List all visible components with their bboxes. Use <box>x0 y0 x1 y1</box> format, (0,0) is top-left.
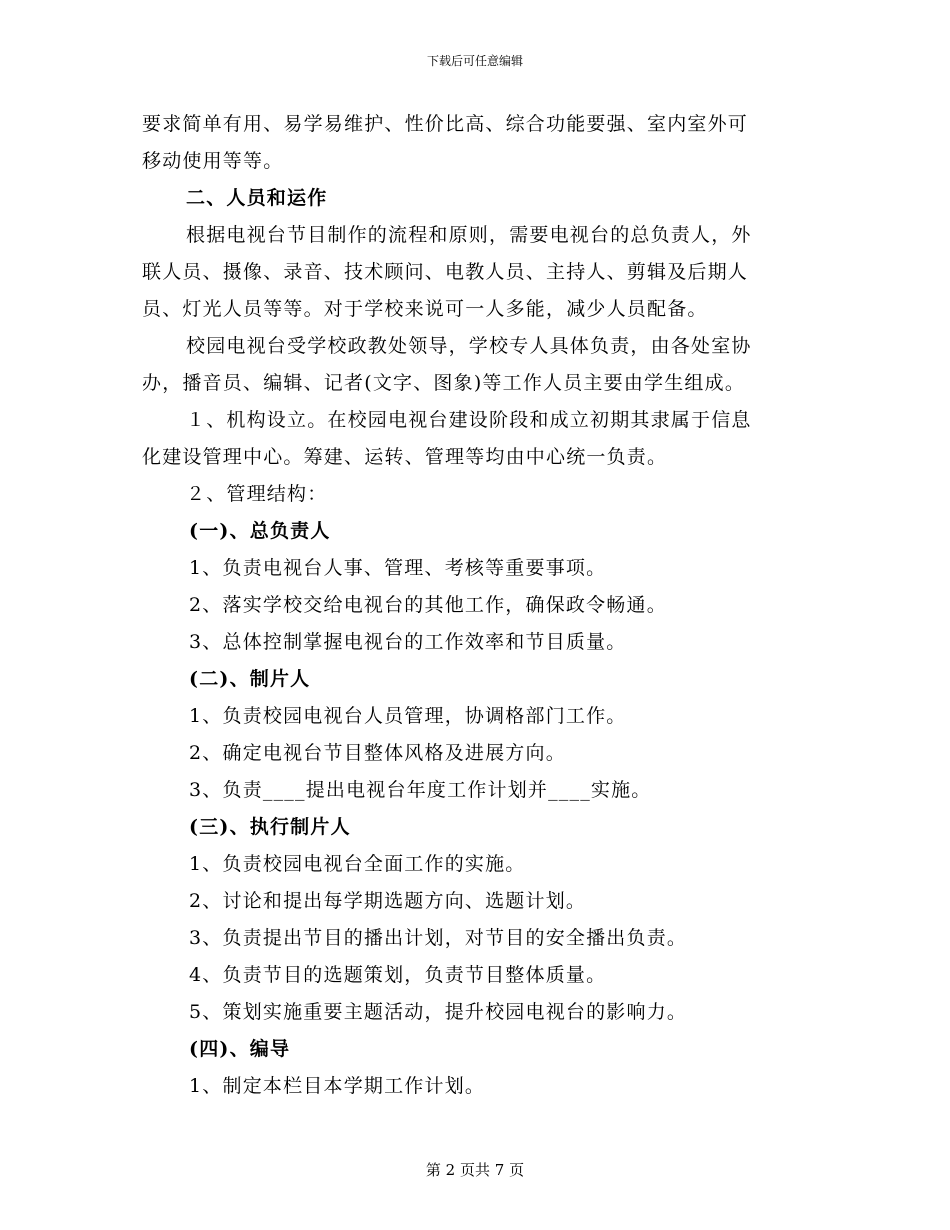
list-item: 1、负责校园电视台全面工作的实施。 <box>189 853 526 875</box>
list-item: 1、负责电视台人事、管理、考核等重要事项。 <box>189 557 607 579</box>
page-header: 下载后可任意编辑 <box>426 54 523 68</box>
page-footer: 第 2 页共 7 页 <box>425 1161 525 1179</box>
list-item: 4、负责节目的选题策划，负责节目整体质量。 <box>189 964 607 986</box>
subsection-heading: (四)、编导 <box>189 1038 291 1060</box>
list-item: 1、负责校园电视台人员管理，协调格部门工作。 <box>189 705 627 727</box>
list-item: 2、落实学校交给电视台的其他工作，确保政令畅通。 <box>189 594 667 616</box>
paragraph-line: ２、管理结构： <box>186 483 328 505</box>
paragraph-line: 根据电视台节目制作的流程和原则，需要电视台的总负责人，外 <box>186 224 752 246</box>
list-item: 3、总体控制掌握电视台的工作效率和节目质量。 <box>189 631 627 653</box>
paragraph-line: 化建设管理中心。筹建、运转、管理等均由中心统一负责。 <box>142 446 668 468</box>
list-item: 5、策划实施重要主题活动，提升校园电视台的影响力。 <box>189 1001 688 1023</box>
paragraph-line: １、机构设立。在校园电视台建设阶段和成立初期其隶属于信息 <box>186 409 752 431</box>
list-item: 3、负责____提出电视台年度工作计划并____实施。 <box>189 779 652 801</box>
paragraph-line: 员、灯光人员等等。对于学校来说可一人多能，减少人员配备。 <box>142 298 708 320</box>
paragraph-line: 办，播音员、编辑、记者(文字、图象)等工作人员主要由学生组成。 <box>142 372 746 394</box>
paragraph-line: 校园电视台受学校政教处领导，学校专人具体负责，由各处室协 <box>186 335 752 357</box>
list-item: 2、讨论和提出每学期选题方向、选题计划。 <box>189 890 587 912</box>
paragraph-line: 要求简单有用、易学易维护、性价比高、综合功能要强、室内室外可 <box>142 113 749 135</box>
subsection-heading: (三)、执行制片人 <box>189 816 351 838</box>
document-body <box>142 106 802 1105</box>
list-item: 2、确定电视台节目整体风格及进展方向。 <box>189 742 566 764</box>
paragraph-line: 联人员、摄像、录音、技术顾问、电教人员、主持人、剪辑及后期人 <box>142 261 749 283</box>
subsection-heading: (一)、总负责人 <box>189 520 331 542</box>
subsection-heading: (二)、制片人 <box>189 668 311 690</box>
section-heading: 二、人员和运作 <box>186 187 328 209</box>
paragraph-line: 移动使用等等。 <box>142 150 284 172</box>
list-item: 3、负责提出节目的播出计划，对节目的安全播出负责。 <box>189 927 688 949</box>
list-item: 1、制定本栏目本学期工作计划。 <box>189 1075 486 1097</box>
